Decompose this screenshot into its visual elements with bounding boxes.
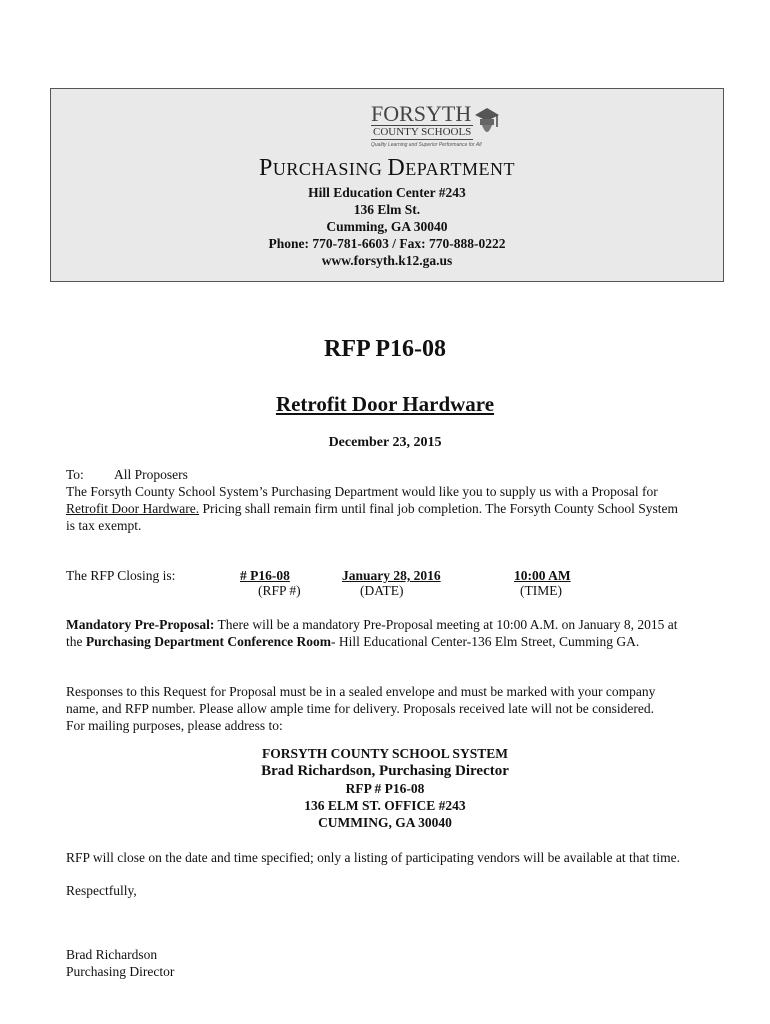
closing-rfp-value: # P16-08 [240,568,290,583]
responses-line: For mailing purposes, please address to: [66,718,283,733]
to-label: To: [66,467,84,482]
letterhead-box [50,88,724,282]
closing-date-caption: (DATE) [360,583,404,598]
logo-tagline: Quality Learning and Superior Performance for All [371,142,482,148]
signature-name: Brad Richardson [66,947,158,962]
signature-title: Purchasing Director [66,964,175,979]
address-line: Hill Education Center #243 [308,185,466,200]
salutation: Respectfully, [66,883,137,898]
mailing-city: CUMMING, GA 30040 [318,815,452,830]
responses-line: Responses to this Request for Proposal must be in a sealed envelope and must be marked with your company [66,684,656,699]
rfp-title: Retrofit Door Hardware [275,392,495,416]
pre-proposal-line2: the Purchasing Department Conference Room- Hill Educational Center-136 Elm Street, Cumming GA. [66,634,640,649]
closing-time-caption: (TIME) [520,583,562,598]
rfp-number: RFP P16-08 [324,336,446,362]
responses-line: name, and RFP number. Please allow ample time for delivery. Proposals received late will not be considered. [66,701,654,716]
closing-date-value: January 28, 2016 [342,568,441,583]
intro-line: The Forsyth County School System’s Purchasing Department would like you to supply us with a Proposal for [66,484,658,499]
address-line: 136 Elm St. [353,202,421,217]
logo-line1: FORSYTH [371,101,472,126]
pre-proposal-line1: Mandatory Pre-Proposal: There will be a mandatory Pre-Proposal meeting at 10:00 A.M. on January 8, 2015 at [66,617,678,632]
phone-fax-line: Phone: 770-781-6603 / Fax: 770-888-0222 [268,236,506,251]
graduate-cap-icon [473,105,499,139]
logo-line2: COUNTY SCHOOLS [373,126,472,138]
mailing-org: FORSYTH COUNTY SCHOOL SYSTEM [262,746,508,761]
website-line: www.forsyth.k12.ga.us [321,253,453,268]
closing-time-value: 10:00 AM [514,568,571,583]
mailing-rfp: RFP # P16-08 [345,781,425,796]
forsyth-county-schools-logo [369,101,503,147]
department-title: PURCHASING DEPARTMENT [259,155,515,181]
closing-rfp-caption: (RFP #) [258,583,301,598]
mailing-attention: Brad Richardson, Purchasing Director [261,763,509,779]
rfp-date: December 23, 2015 [328,435,442,450]
intro-line: is tax exempt. [66,518,142,533]
close-note: RFP will close on the date and time specified; only a listing of participating vendors will be available at that time. [66,850,680,865]
rfp-subject-link: Retrofit Door Hardware. [66,501,200,516]
closing-label: The RFP Closing is: [66,568,176,583]
intro-line: Retrofit Door Hardware. Pricing shall remain firm until final job completion. The Forsyth County School System [66,501,679,516]
to-value: All Proposers [114,467,188,482]
mailing-street: 136 ELM ST. OFFICE #243 [304,798,466,813]
address-line: Cumming, GA 30040 [326,219,448,234]
